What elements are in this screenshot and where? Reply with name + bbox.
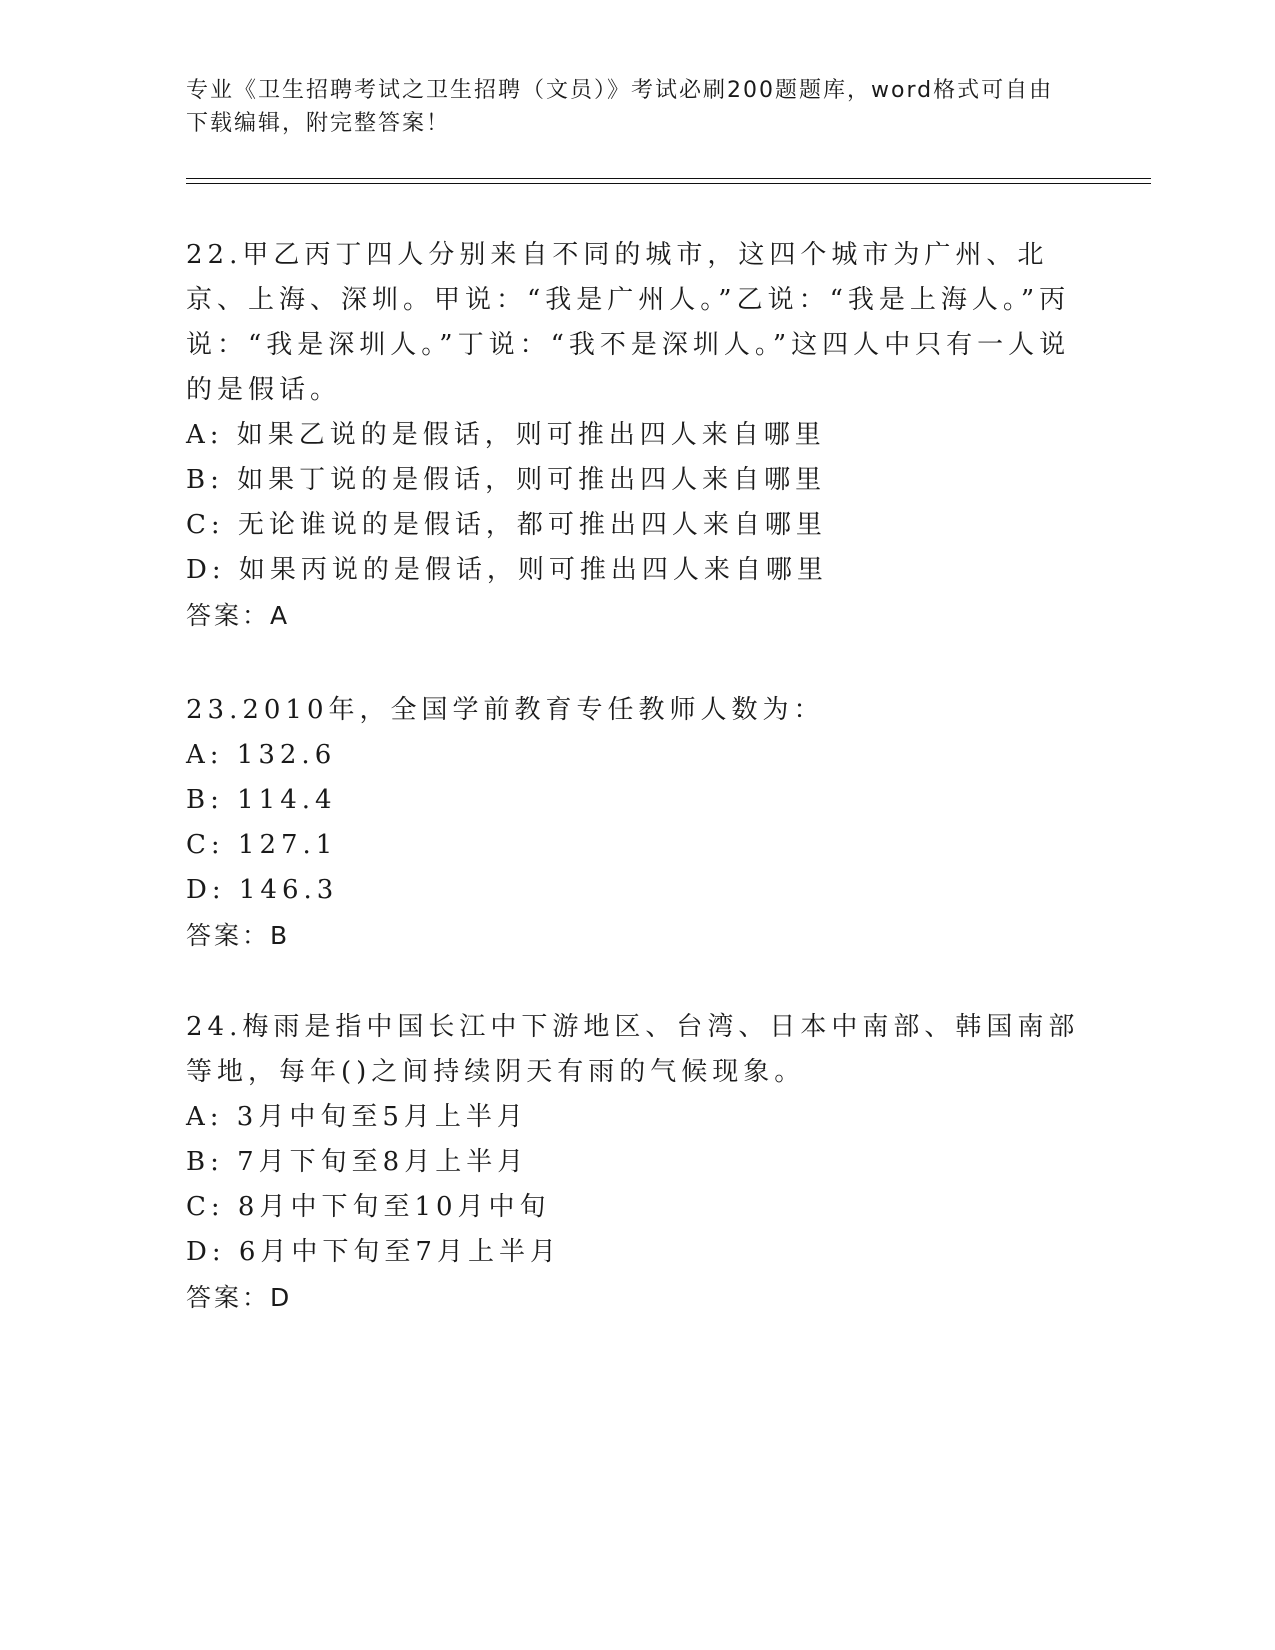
option-c: C: 127.1 <box>186 830 338 860</box>
option-b: B: 114.4 <box>186 785 337 815</box>
question-24 <box>186 1005 1086 1320</box>
option-b: B: 如果丁说的是假话，则可推出四人来自哪里 <box>186 465 827 495</box>
header-divider-top <box>186 178 1151 179</box>
option-d: D: 如果丙说的是假话，则可推出四人来自哪里 <box>186 555 828 585</box>
answer: 答案：D <box>186 1283 293 1312</box>
question-stem: 24.梅雨是指中国长江中下游地区、台湾、日本中南部、韩国南部等地，每年()之间持续阴天有雨的气候现象。 <box>186 1012 1080 1087</box>
option-b: B: 7月下旬至8月上半月 <box>186 1147 529 1177</box>
question-stem: 23.2010年，全国学前教育专任教师人数为： <box>186 695 825 725</box>
option-a: A: 132.6 <box>186 740 337 770</box>
option-d: D: 6月中下旬至7月上半月 <box>186 1237 561 1267</box>
option-c: C: 8月中下旬至10月中旬 <box>186 1192 551 1222</box>
answer: 答案：B <box>186 921 291 950</box>
option-d: D: 146.3 <box>186 875 339 905</box>
option-a: A: 如果乙说的是假话，则可推出四人来自哪里 <box>186 420 826 450</box>
document-header: 专业《卫生招聘考试之卫生招聘（文员）》考试必刷200题题库，word格式可自由下载编辑，附完整答案！ <box>186 78 1054 136</box>
header-divider-bottom <box>186 183 1151 184</box>
question-stem: 22.甲乙丙丁四人分别来自不同的城市，这四个城市为广州、北京、上海、深圳。甲说：“我是广州人。”乙说：“我是上海人。”丙说：“我是深圳人。”丁说：“我不是深圳人。”这四人中只有一人说的是假话。 <box>186 240 1071 405</box>
question-22 <box>186 233 1086 638</box>
question-23 <box>186 688 1086 958</box>
option-a: A: 3月中旬至5月上半月 <box>186 1102 528 1132</box>
answer: 答案：A <box>186 601 291 630</box>
option-c: C: 无论谁说的是假话，都可推出四人来自哪里 <box>186 510 827 540</box>
